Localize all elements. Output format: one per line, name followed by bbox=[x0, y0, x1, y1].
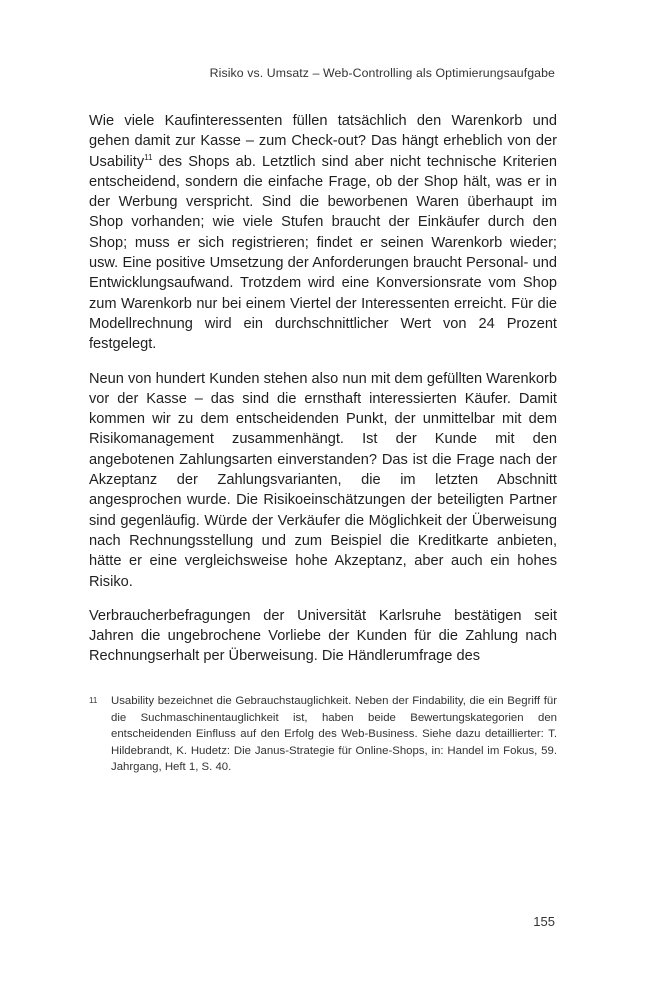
paragraph-1-part-b: des Shops ab. Letztlich sind aber nicht technische Kriterien entscheidend, sondern die einfache Frage, ob der Shop hält, was er in der Werbung verspricht. Sind die beworbenen Waren überhaupt im Shop vorhanden; wie viele Stufen braucht der Einkäufer durch den Shop; muss er sich registrieren; findet er seinen Warenkorb wieder; usw. Eine positive Umsetzung der Anforderungen braucht Personal- und Entwicklungsaufwand. Trotzdem wird eine Konversionsrate vom Shop zum Warenkorb nur bei einem Viertel der Interessenten erreicht. Für die Modellrechnung wird ein durchschnittlicher Wert von 24 Prozent festgelegt. bbox=[89, 153, 557, 353]
paragraph-2: Neun von hundert Kunden stehen also nun mit dem gefüllten Warenkorb vor der Kasse – das sind die ernsthaft interessierten Käufer. Damit kommen wir zu dem entscheidenden Punkt, der unmittelbar mit dem Risikomanagement zusammenhängt. Ist der Kunde mit den angebotenen Zahlungsarten einverstanden? Das ist die Frage nach der Akzeptanz der Zahlungsvarianten, die im letzten Abschnitt angesprochen wurde. Die Risikoeinschätzungen der beteiligten Partner sind gegenläufig. Würde der Verkäufer die Möglichkeit der Überweisung nach Rechnungsstellung und zum Beispiel die Kreditkarte anbieten, hätte er eine vergleichsweise hohe Akzeptanz, aber auch ein hohes Risiko. bbox=[89, 370, 557, 590]
paragraph-3: Verbraucherbefragungen der Universität Karlsruhe bestätigen seit Jahren die ungebrochene Vorliebe der Kunden für die Zahlung nach Rechnungserhalt per Überweisung. Die Händlerumfrage des bbox=[89, 607, 557, 665]
paragraph-1-part-a: Wie viele Kaufinteressenten füllen tatsächlich den Warenkorb und gehen damit zur Kasse – zum Check-out? Das hängt erheblich von der Usability bbox=[89, 113, 557, 170]
footnote-text: Usability bezeichnet die Gebrauchstauglichkeit. Neben der Findability, die ein Begriff für die Suchmaschinentauglichkeit ist, haben beide Bewertungskategorien den entscheidenden Einfluss auf den Erfolg des Web-Business. Siehe dazu detaillierter: T. Hildebrandt, K. Hudetz: Die Janus-Strategie für Online-Shops, in: Handel im Fokus, 59. Jahrgang, Heft 1, S. 40. bbox=[111, 695, 557, 774]
page-number: 155 bbox=[533, 914, 555, 929]
running-head: Risiko vs. Umsatz – Web-Controlling als Optimierungsaufgabe bbox=[209, 66, 555, 80]
footnote-reference: 11 bbox=[144, 152, 153, 162]
footnote bbox=[89, 693, 557, 776]
paragraph-1 bbox=[89, 111, 557, 355]
footnote-mark: 11 bbox=[89, 696, 98, 705]
body-text bbox=[89, 111, 557, 681]
